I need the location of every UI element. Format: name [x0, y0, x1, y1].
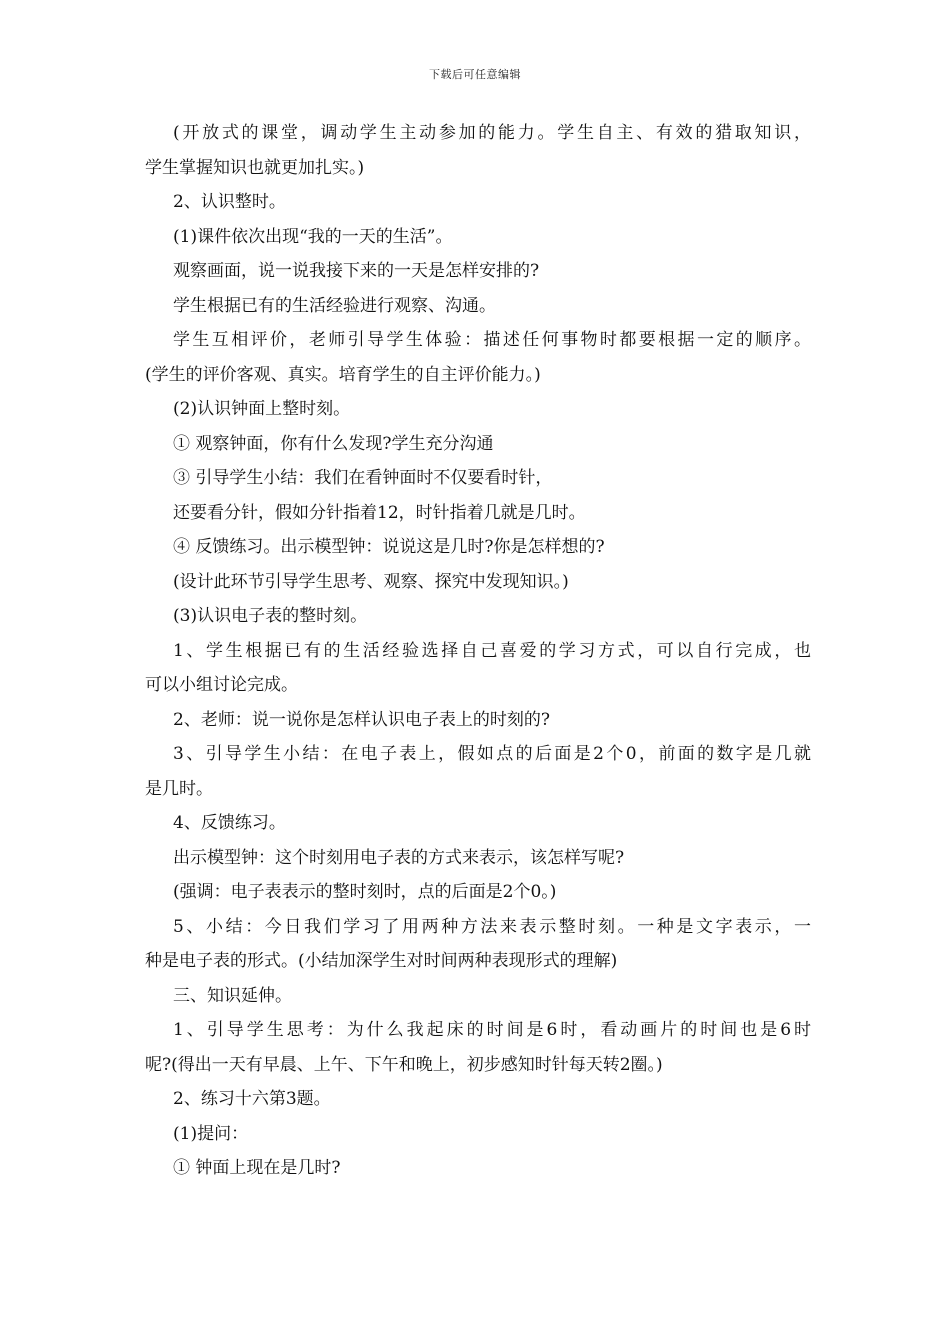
text-line: 种是电子表的形式。(小结加深学生对时间两种表现形式的理解): [145, 951, 618, 971]
text-line: 呢?(得出一天有早晨、上午、下午和晚上，初步感知时针每天转2圈。): [145, 1054, 663, 1075]
page-header-note: 下载后可任意编辑: [429, 68, 521, 81]
text-line: 学生根据已有的生活经验进行观察、沟通。: [173, 295, 496, 316]
text-line: 可以小组讨论完成。: [145, 675, 298, 695]
text-line: 2、练习十六第3题。: [173, 1089, 331, 1109]
text-line: 3、引导学生小结：在电子表上，假如点的后面是2个0，前面的数字是几就: [173, 744, 811, 764]
text-line: ③ 引导学生小结：我们在看钟面时不仅要看时针，: [173, 468, 553, 488]
document-body: [145, 116, 811, 1186]
text-line: ④ 反馈练习。出示模型钟：说说这是几时?你是怎样想的?: [173, 537, 605, 557]
text-line: 还要看分针，假如分针指着12，时针指着几就是几时。: [173, 502, 586, 523]
text-line: (1)课件依次出现“我的一天的生活”。: [173, 226, 453, 247]
text-line: 观察画面，说一说我接下来的一天是怎样安排的?: [173, 261, 540, 281]
text-line: 学生互相评价，老师引导学生体验：描述任何事物时都要根据一定的顺序。: [173, 330, 811, 350]
text-line: 5、小结：今日我们学习了用两种方法来表示整时刻。一种是文字表示，一: [173, 916, 811, 937]
text-line: (3)认识电子表的整时刻。: [173, 606, 368, 626]
text-line: (设计此环节引导学生思考、观察、探究中发现知识。): [173, 571, 569, 592]
text-line: (2)认识钟面上整时刻。: [173, 399, 351, 419]
text-line: 三、知识延伸。: [173, 985, 292, 1006]
text-line: 2、认识整时。: [173, 192, 286, 212]
text-line: 出示模型钟：这个时刻用电子表的方式来表示，该怎样写呢?: [173, 847, 625, 868]
text-line: 学生掌握知识也就更加扎实。): [145, 157, 365, 178]
text-line: ① 观察钟面，你有什么发现?学生充分沟通: [173, 433, 494, 454]
text-line: (强调：电子表表示的整时刻时，点的后面是2个0。): [173, 882, 557, 902]
text-line: (学生的评价客观、真实。培育学生的自主评价能力。): [145, 364, 541, 385]
text-line: 2、老师：说一说你是怎样认识电子表上的时刻的?: [173, 709, 550, 730]
text-line: (1)提问：: [173, 1123, 249, 1144]
text-line: 1、引导学生思考：为什么我起床的时间是6时，看动画片的时间也是6时: [173, 1020, 811, 1040]
text-line: 是几时。: [145, 778, 213, 799]
text-line: (开放式的课堂，调动学生主动参加的能力。学生自主、有效的猎取知识，: [173, 123, 811, 143]
text-line: ① 钟面上现在是几时?: [173, 1158, 341, 1178]
text-line: 4、反馈练习。: [173, 813, 286, 833]
text-line: 1、学生根据已有的生活经验选择自己喜爱的学习方式，可以自行完成，也: [173, 640, 811, 661]
